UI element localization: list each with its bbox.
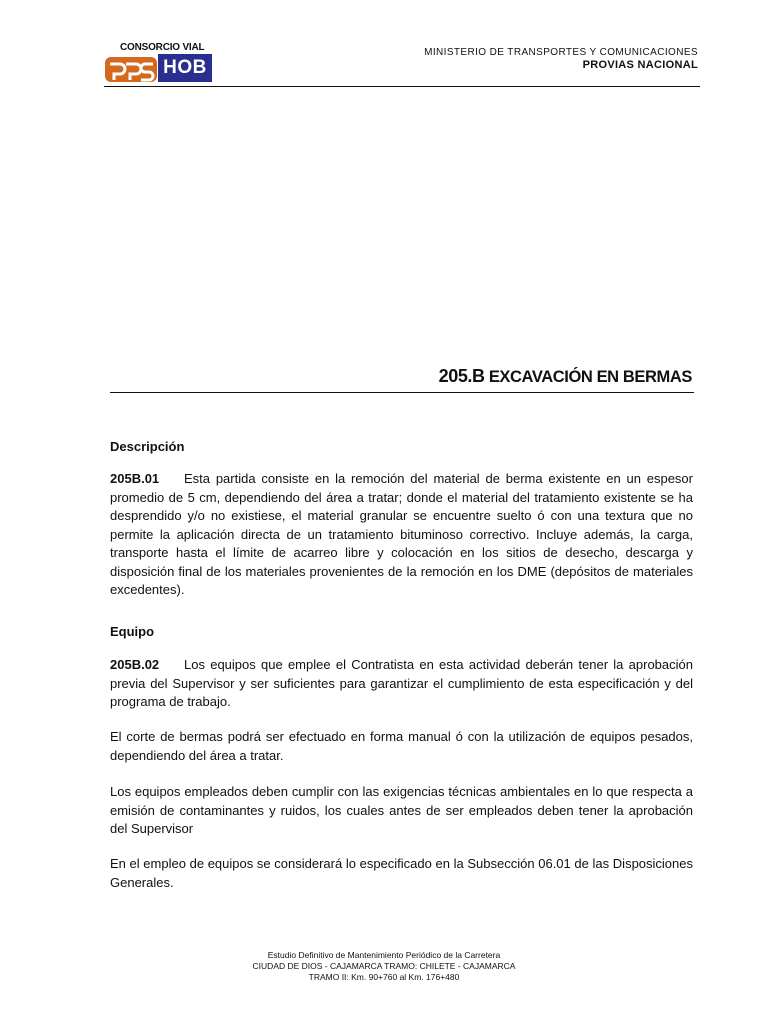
equipo-code: 205B.02 <box>110 657 160 672</box>
equipo-paragraph-3: Los equipos empleados deben cumplir con las exigencias técnicas ambientales en lo que respecta a emisión de contaminantes y ruidos, los cuales antes de ser empleados deben tener la aprobación del Supervisor <box>110 784 693 836</box>
header-divider <box>104 86 700 87</box>
equipo-paragraph-2: El corte de bermas podrá ser efectuado en forma manual ó con la utilización de equipos pesados, dependiendo del área a tratar. <box>110 729 693 763</box>
section-divider <box>110 392 694 393</box>
equipo-text: Los equipos que emplee el Contratista en esta actividad deberán tener la aprobación previa del Supervisor y ser suficientes para garantizar el cumplimiento de esta especificación y del programa de trabajo. <box>110 657 693 709</box>
equipo-heading: Equipo <box>110 624 155 639</box>
ministry-header: MINISTERIO DE TRANSPORTES Y COMUNICACIONES <box>424 47 698 58</box>
equipo-paragraph-4: En el empleo de equipos se considerará lo especificado en la Subsección 06.01 de las Disposiciones Generales. <box>110 856 693 890</box>
descripcion-heading: Descripción <box>110 439 185 454</box>
section-title <box>439 366 692 387</box>
provias-header: PROVIAS NACIONAL <box>582 59 698 71</box>
equipo-paragraph <box>110 656 693 712</box>
hob-logo: HOB <box>158 54 212 82</box>
consorcio-logo-icon <box>104 54 158 89</box>
section-name: EXCAVACIÓN EN BERMAS <box>488 368 692 386</box>
descripcion-text: Esta partida consiste en la remoción del material de berma existente en un espesor promedio de 5 cm, dependiendo del área a tratar; donde el material del tratamiento existente se ha desprendido y/o no existiese, el material granular se encuentre suelto ó con una textura que no permite la aplicación directa de un tratamiento bituminoso correctivo. Incluye además, la carga, transporte hasta el límite de acarreo libre y colocación en los sitios de desecho, descarga y disposición final de los materiales provenientes de la remoción en los DME (depósitos de materiales excedentes). <box>110 471 693 597</box>
section-code: 205.B <box>438 366 485 386</box>
page-footer <box>0 950 768 983</box>
descripcion-code: 205B.01 <box>110 471 160 486</box>
descripcion-paragraph <box>110 470 693 600</box>
footer-line-1: Estudio Definitivo de Mantenimiento Periódico de la Carretera <box>267 950 501 960</box>
footer-line-2: CIUDAD DE DIOS - CAJAMARCA TRAMO: CHILETE - CAJAMARCA <box>252 961 516 971</box>
logo-title: CONSORCIO VIAL <box>120 42 205 53</box>
footer-line-3: TRAMO II: Km. 90+760 al Km. 176+480 <box>308 972 460 982</box>
